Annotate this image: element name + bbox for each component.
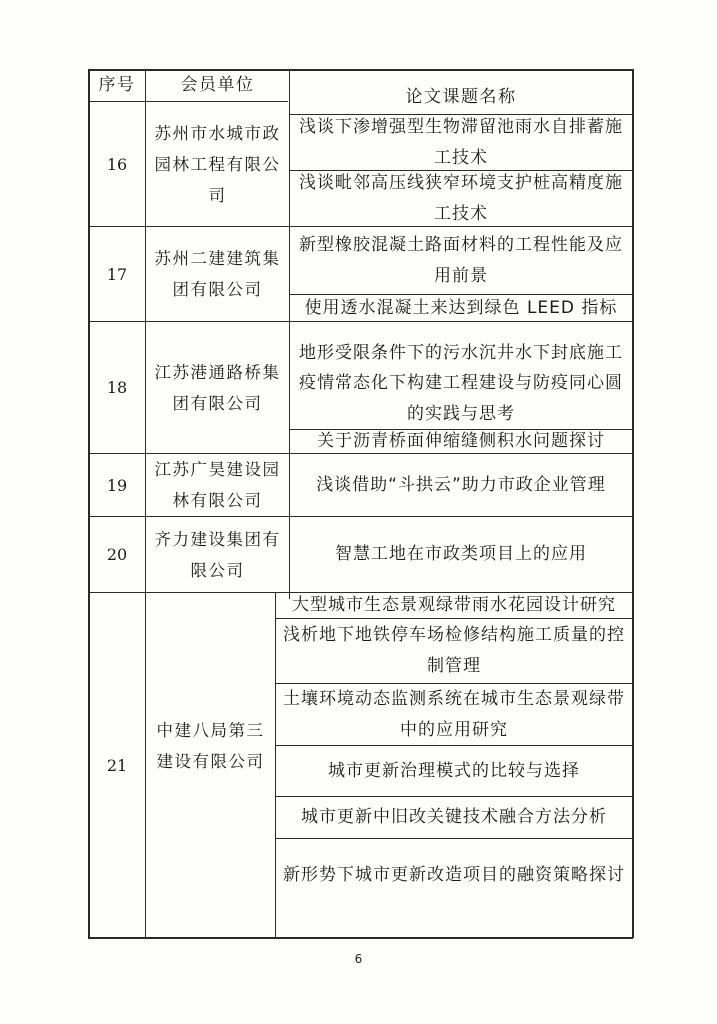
row-index: 18 bbox=[106, 378, 128, 397]
member-unit: 江苏港通路桥集团有限公司 bbox=[154, 362, 281, 413]
paper-title: 使用透水混凝土来达到绿色 LEED 指标 bbox=[304, 297, 618, 318]
paper-title: 浅谈借助“斗拱云”助力市政企业管理 bbox=[316, 474, 606, 495]
paper-title: 浅析地下地铁停车场检修结构施工质量的控制管理 bbox=[283, 625, 625, 676]
paper-title: 城市更新中旧改关键技术融合方法分析 bbox=[301, 807, 607, 827]
paper-title: 大型城市生态景观绿带雨水花园设计研究 bbox=[292, 595, 616, 615]
row-index: 17 bbox=[106, 264, 128, 284]
paper-title: 浅谈下渗增强型生物滞留池雨水自排蓄施工技术 bbox=[299, 116, 623, 168]
table-bottom-border bbox=[88, 937, 633, 939]
header-member-unit: 会员单位 bbox=[180, 75, 255, 95]
paper-title: 地形受限条件下的污水沉井水下封底施工 bbox=[299, 342, 623, 363]
member-unit: 苏州市水城市政园林工程有限公司 bbox=[154, 123, 281, 205]
paper-title: 土壤环境动态监测系统在城市生态景观绿带中的应用研究 bbox=[283, 688, 625, 740]
paper-title: 疫情常态化下构建工程建设与防疫同心圆的实践与思考 bbox=[299, 372, 623, 424]
paper-title: 关于沥青桥面伸缩缝侧积水问题探讨 bbox=[317, 431, 605, 451]
paper-title: 新形势下城市更新改造项目的融资策略探讨 bbox=[283, 864, 625, 885]
row-index: 21 bbox=[106, 755, 128, 775]
row-index: 19 bbox=[106, 475, 128, 495]
member-unit: 苏州二建建筑集团有限公司 bbox=[154, 249, 281, 299]
page-number: 6 bbox=[354, 952, 363, 966]
header-paper-title: 论文课题名称 bbox=[405, 86, 517, 107]
row-index: 16 bbox=[106, 154, 128, 174]
member-unit: 齐力建设集团有限公司 bbox=[154, 529, 281, 580]
paper-title: 城市更新治理模式的比较与选择 bbox=[328, 760, 580, 781]
row-index: 20 bbox=[106, 545, 128, 564]
paper-title: 浅谈毗邻高压线狭窄环境支护桩高精度施工技术 bbox=[299, 172, 623, 224]
paper-title: 智慧工地在市政类项目上的应用 bbox=[335, 544, 587, 564]
paper-title: 新型橡胶混凝土路面材料的工程性能及应用前景 bbox=[299, 234, 623, 286]
table-right-border bbox=[632, 69, 634, 938]
member-unit: 江苏广昊建设园林有限公司 bbox=[154, 460, 281, 510]
member-unit: 中建八局第三建设有限公司 bbox=[156, 721, 265, 771]
header-index: 序号 bbox=[98, 75, 136, 95]
